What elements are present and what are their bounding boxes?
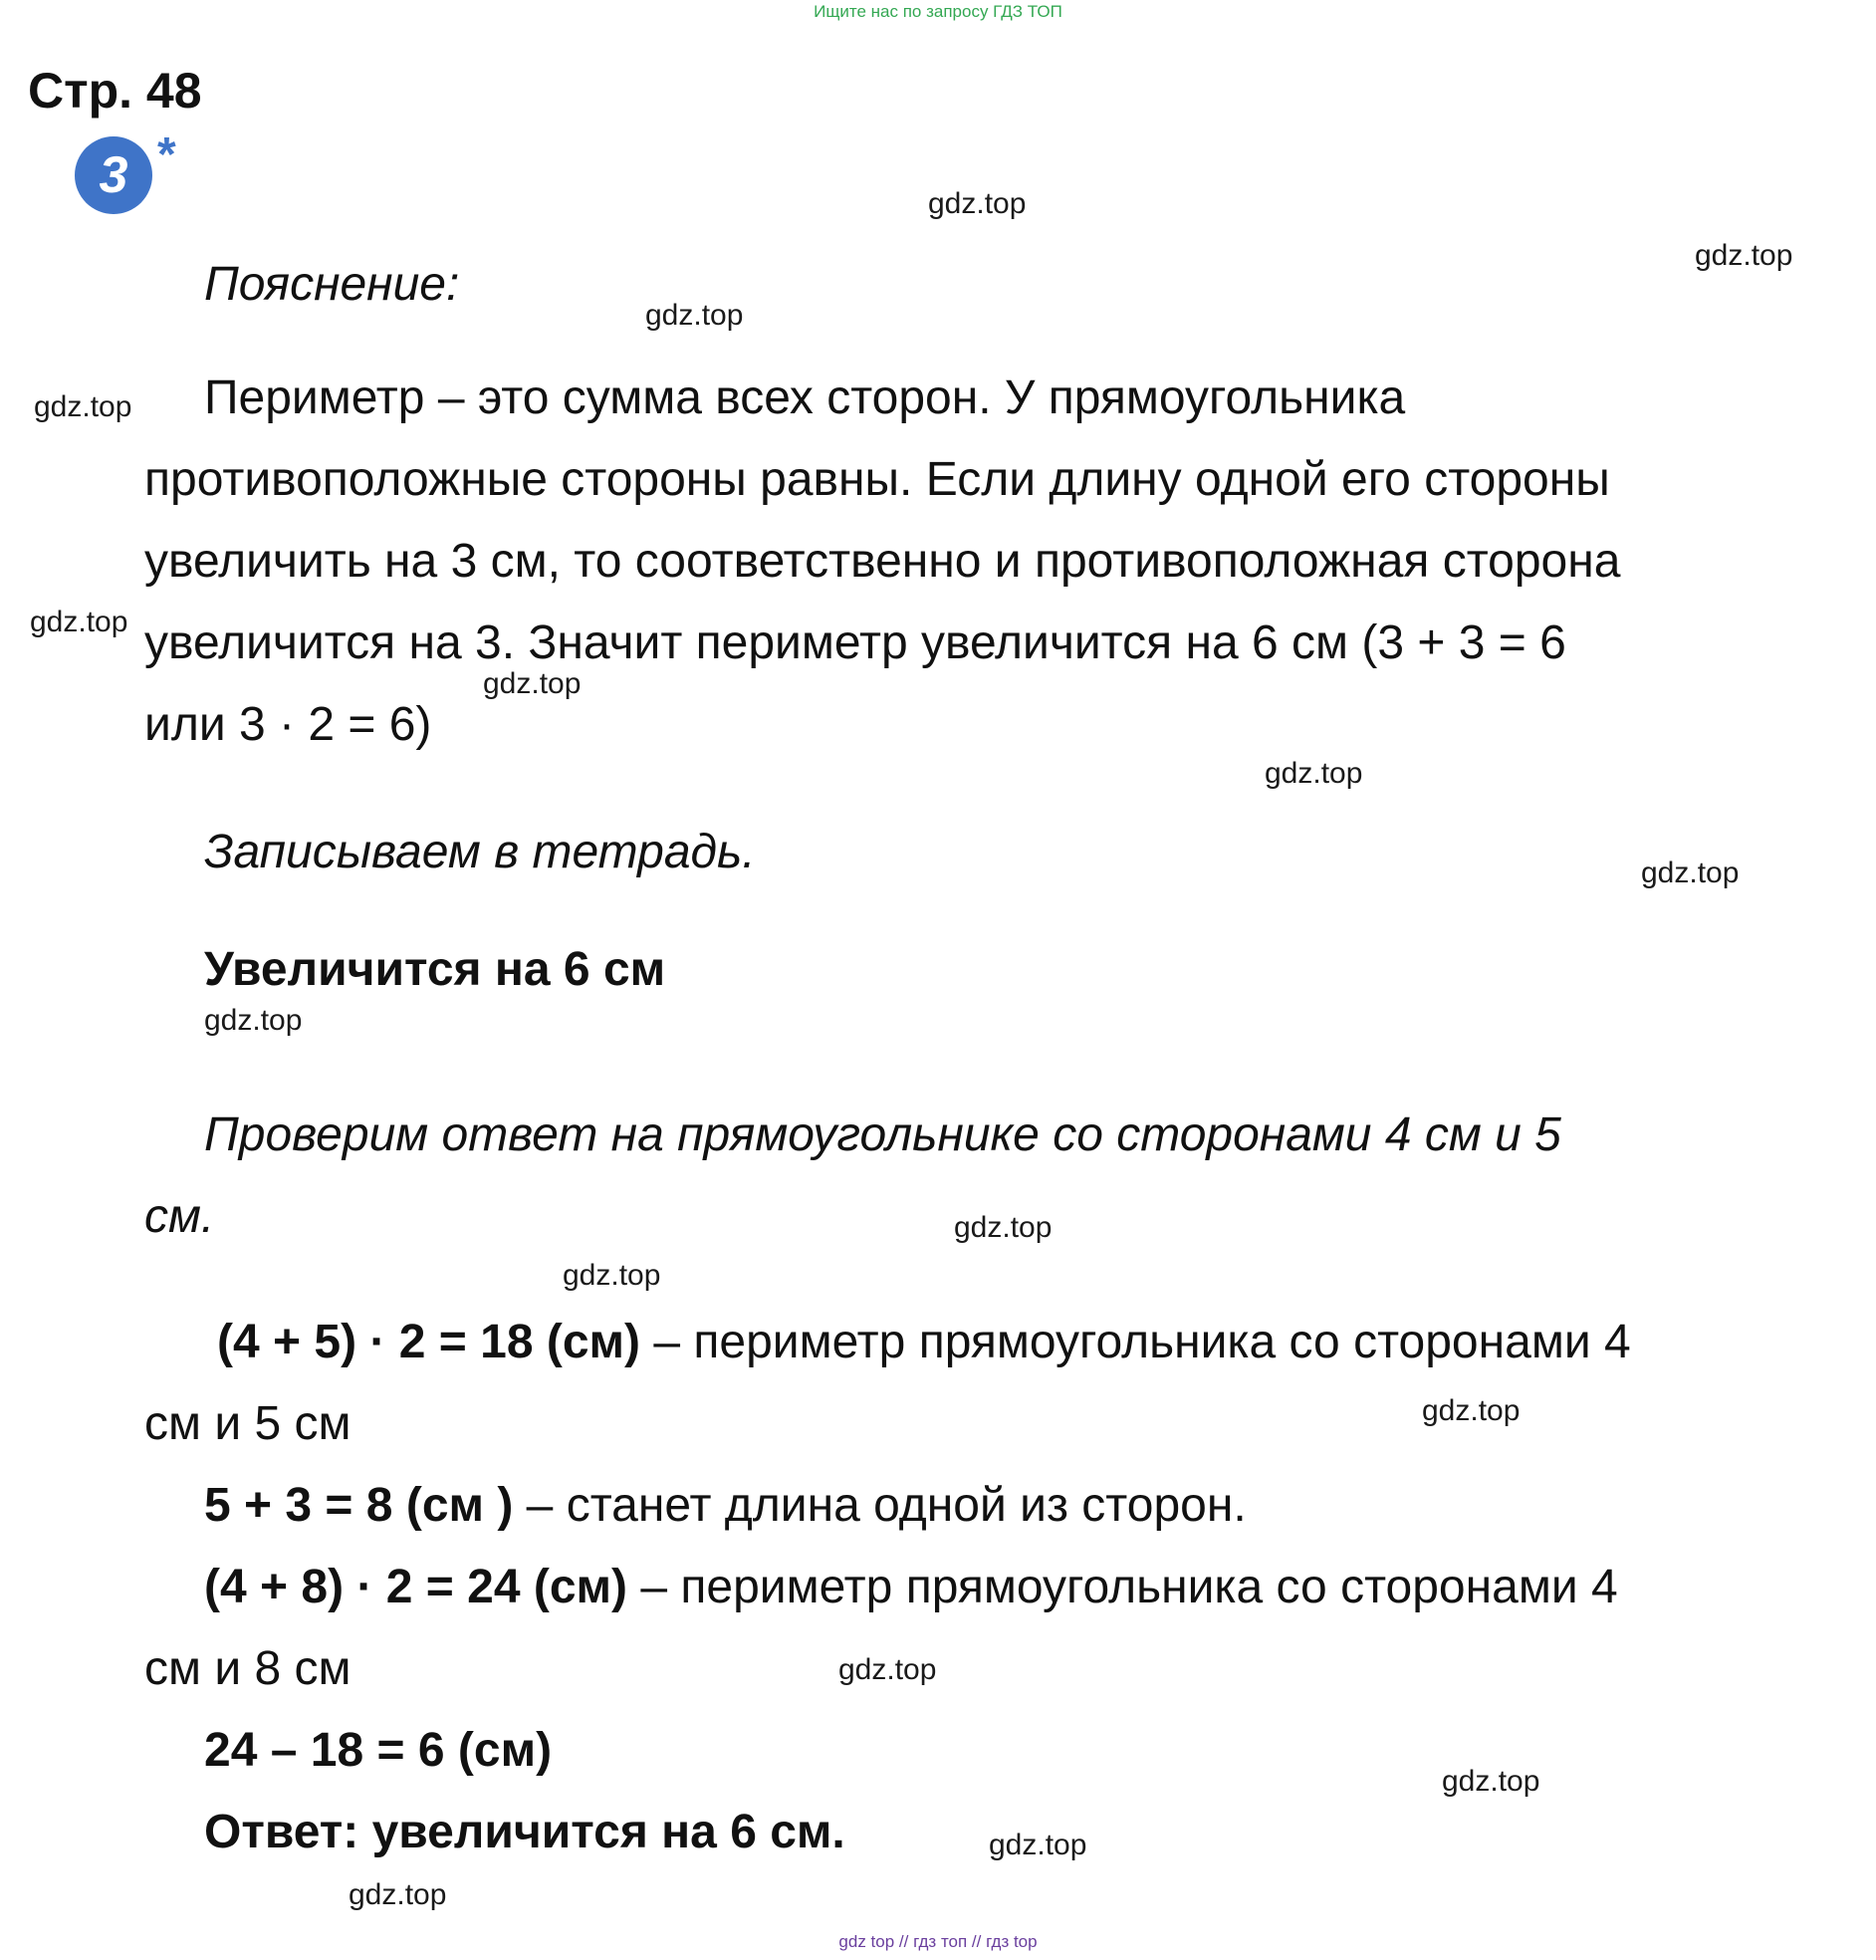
check-line-1: Проверим ответ на прямоугольнике со сторонами 4 см и 5: [204, 1108, 1561, 1161]
calc-3-description: – периметр прямоугольника со сторонами 4: [627, 1561, 1618, 1613]
calc-line-1: [217, 1315, 1631, 1369]
watermark: gdz.top: [838, 1653, 937, 1686]
explanation-line-2: противоположные стороны равны. Если длину одной его стороны: [144, 453, 1610, 506]
watermark: gdz.top: [1641, 857, 1740, 889]
watermark: gdz.top: [928, 187, 1027, 220]
watermark: gdz.top: [34, 390, 132, 423]
watermark: gdz.top: [1422, 1394, 1521, 1427]
calc-3-expression: (4 + 8) · 2 = 24 (см): [204, 1561, 628, 1613]
watermark: gdz.top: [349, 1878, 447, 1911]
top-banner: Ищите нас по запросу ГДЗ ТОП: [814, 2, 1062, 21]
task-star-icon: *: [157, 128, 176, 181]
explanation-line-4: увеличится на 3. Значит периметр увеличится на 6 см (3 + 3 = 6: [144, 616, 1566, 669]
calc-2-expression: 5 + 3 = 8 (см ): [204, 1479, 514, 1532]
explanation-line-3: увеличить на 3 см, то соответственно и противоположная сторона: [144, 535, 1621, 588]
watermark: gdz.top: [1265, 757, 1363, 790]
watermark: gdz.top: [483, 667, 582, 700]
notebook-heading: Записываем в тетрадь.: [204, 826, 756, 878]
task-number-badge: 3: [75, 136, 152, 214]
calc-2-description: – станет длина одной из сторон.: [513, 1479, 1247, 1532]
watermark: gdz.top: [30, 606, 128, 638]
watermark: gdz.top: [563, 1259, 661, 1292]
page-title: Стр. 48: [28, 63, 202, 119]
watermark: gdz.top: [645, 299, 744, 332]
short-answer: Увеличится на 6 см: [204, 943, 666, 996]
watermark: gdz.top: [1695, 239, 1793, 272]
footer-watermark: gdz top // гдз топ // гдз top: [838, 1932, 1038, 1951]
calc-3-continuation: см и 8 см: [144, 1642, 352, 1695]
calc-line-2: [204, 1478, 1247, 1533]
explanation-line-1: Периметр – это сумма всех сторон. У прямоугольника: [204, 371, 1406, 424]
calc-1-description: – периметр прямоугольника со сторонами 4: [640, 1316, 1631, 1368]
explanation-heading: Пояснение:: [204, 258, 460, 311]
calc-1-continuation: см и 5 см: [144, 1397, 352, 1450]
watermark: gdz.top: [989, 1829, 1087, 1861]
watermark: gdz.top: [1442, 1765, 1540, 1798]
calc-1-expression: (4 + 5) · 2 = 18 (см): [217, 1316, 641, 1368]
watermark: gdz.top: [204, 1004, 303, 1037]
check-line-2: см.: [144, 1190, 215, 1243]
final-answer: Ответ: увеличится на 6 см.: [204, 1806, 845, 1858]
calc-line-4: 24 – 18 = 6 (см): [204, 1724, 553, 1777]
explanation-line-5: или 3 · 2 = 6): [144, 698, 432, 751]
calc-line-3: [204, 1560, 1618, 1614]
watermark: gdz.top: [954, 1211, 1053, 1244]
